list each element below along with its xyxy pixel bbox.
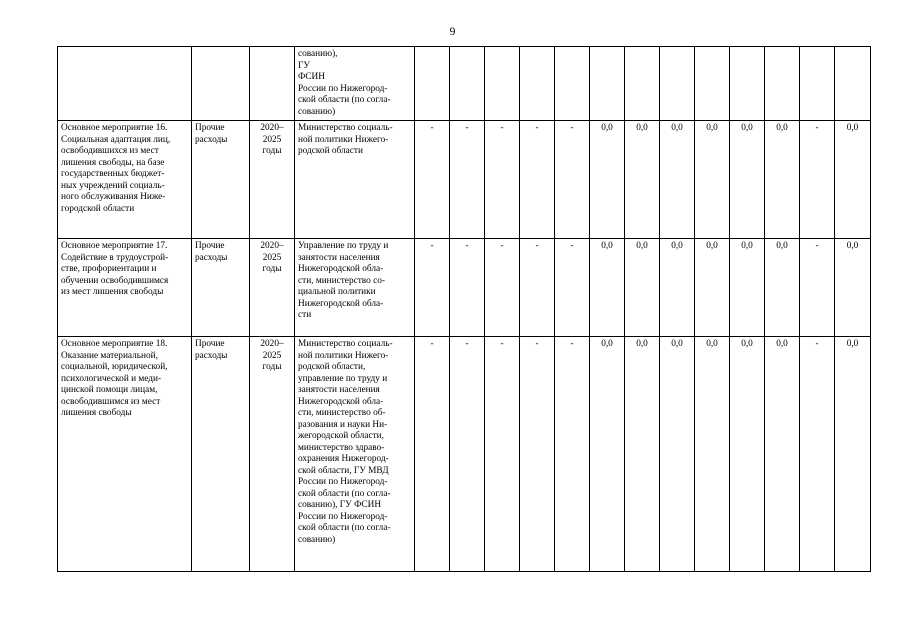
funding-source-cell-line: расходы — [195, 252, 228, 263]
period-cell-line: годы — [262, 362, 282, 372]
value-cell: 0,0 — [590, 239, 625, 337]
value-cell: - — [485, 239, 520, 337]
value-cell — [450, 47, 485, 121]
executor-cell-line: сованию), — [298, 49, 338, 59]
value-cell: - — [555, 337, 590, 572]
value-cell — [415, 47, 450, 121]
measure-name-cell-line: Основное мероприятие 18. — [61, 339, 168, 349]
value-cell: - — [450, 239, 485, 337]
value-cell: - — [800, 337, 835, 572]
value-cell: - — [415, 121, 450, 239]
executor-cell-line: ской области (по согла- — [298, 95, 391, 105]
executor-cell-line: ской области (по согла- — [298, 523, 391, 533]
executor-cell-line: ской области (по согла- — [298, 488, 391, 499]
executor-cell-line: разования и науки Ни- — [298, 419, 388, 430]
measure-name-cell-line: ного обслуживания Ниже- — [61, 192, 166, 202]
value-cell: - — [800, 239, 835, 337]
measure-name-cell — [58, 239, 192, 337]
value-cell: 0,0 — [695, 337, 730, 572]
funding-source-cell — [192, 337, 250, 572]
measure-name-cell-line: из мест лишения свободы — [61, 287, 164, 297]
value-cell: - — [485, 337, 520, 572]
measure-name-cell-line: обучении освободившимся — [61, 275, 169, 286]
value-cell — [660, 47, 695, 121]
measure-name-cell-line: Основное мероприятие 17. — [61, 241, 168, 251]
measure-name-cell-line: государственных бюджет- — [61, 169, 165, 179]
executor-cell-line: управление по труду и — [298, 373, 388, 384]
value-cell: 0,0 — [835, 337, 871, 572]
executor-cell-line: Управление по труду и — [298, 241, 389, 251]
measure-name-cell-line: лишения свободы — [61, 408, 132, 418]
value-cell: 0,0 — [590, 121, 625, 239]
value-cell: 0,0 — [730, 121, 765, 239]
value-cell: - — [555, 121, 590, 239]
measure-name-cell-line: психологической и меди- — [61, 373, 162, 384]
value-cell — [590, 47, 625, 121]
executor-cell-line: Нижегородской обла- — [298, 264, 384, 274]
value-cell: 0,0 — [765, 239, 800, 337]
period-cell-line: 2020– — [260, 241, 284, 251]
period-cell — [250, 47, 295, 121]
measure-name-cell-line: социальной, юридической, — [61, 362, 168, 372]
executor-cell-line: родской области — [298, 146, 363, 156]
value-cell: 0,0 — [660, 239, 695, 337]
measures-table — [57, 46, 871, 572]
executor-cell-line: занятости населения — [298, 252, 380, 263]
executor-cell — [295, 239, 415, 337]
executor-cell-line: сованию) — [298, 534, 336, 545]
value-cell: - — [485, 121, 520, 239]
funding-source-cell-line: Прочие — [195, 123, 225, 133]
value-cell: 0,0 — [625, 239, 660, 337]
executor-cell-line: сованию), ГУ ФСИН — [298, 500, 382, 510]
period-cell-line: 2025 — [262, 134, 282, 145]
value-cell: 0,0 — [625, 337, 660, 572]
value-cell: 0,0 — [730, 239, 765, 337]
measure-name-cell-line: Социальная адаптация лиц, — [61, 134, 171, 145]
measure-name-cell-line: городской области — [61, 203, 135, 214]
measure-name-cell-line: ных учреждений социаль- — [61, 180, 165, 191]
executor-cell-line: сти — [298, 310, 312, 320]
value-cell — [520, 47, 555, 121]
measure-name-cell-line: Содействие в трудоустрой- — [61, 252, 169, 263]
value-cell — [730, 47, 765, 121]
period-cell-line: годы — [262, 146, 282, 156]
table-body — [58, 47, 871, 572]
executor-cell-line: Нижегородской обла- — [298, 396, 384, 407]
value-cell: - — [450, 121, 485, 239]
measure-name-cell — [58, 337, 192, 572]
funding-source-cell-line: расходы — [195, 350, 228, 361]
measure-name-cell-line: Основное мероприятие 16. — [61, 123, 168, 133]
funding-source-cell — [192, 121, 250, 239]
executor-cell-line: ной политики Нижего- — [298, 134, 389, 145]
funding-source-cell-line: расходы — [195, 134, 228, 145]
value-cell: 0,0 — [730, 337, 765, 572]
measure-name-cell-line: освободившихся из мест — [61, 146, 159, 156]
executor-cell-line: ФСИН — [298, 72, 325, 82]
measure-name-cell-line: Оказание материальной, — [61, 350, 158, 361]
funding-source-cell — [192, 239, 250, 337]
executor-cell-line: ской области, ГУ МВД — [298, 465, 389, 476]
value-cell: - — [520, 121, 555, 239]
value-cell — [485, 47, 520, 121]
executor-cell — [295, 47, 415, 121]
value-cell — [625, 47, 660, 121]
period-cell — [250, 239, 295, 337]
value-cell: - — [450, 337, 485, 572]
funding-source-cell-line: Прочие — [195, 241, 225, 251]
executor-cell — [295, 121, 415, 239]
period-cell — [250, 121, 295, 239]
value-cell: 0,0 — [765, 121, 800, 239]
executor-cell-line: Нижегородской обла- — [298, 298, 384, 309]
value-cell: 0,0 — [695, 121, 730, 239]
measure-name-cell-line: цинской помощи лицам, — [61, 385, 158, 395]
measure-name-cell-line: стве, профориентации и — [61, 264, 157, 274]
value-cell — [555, 47, 590, 121]
value-cell — [835, 47, 871, 121]
value-cell — [695, 47, 730, 121]
executor-cell-line: родской области, — [298, 362, 366, 372]
executor-cell-line: министерство здраво- — [298, 442, 385, 453]
table-row — [58, 47, 871, 121]
value-cell — [800, 47, 835, 121]
value-cell: - — [415, 239, 450, 337]
funding-source-cell-line: Прочие — [195, 339, 225, 349]
measure-name-cell — [58, 121, 192, 239]
value-cell: 0,0 — [660, 121, 695, 239]
executor-cell-line: сти, министерство со- — [298, 275, 385, 286]
value-cell: - — [415, 337, 450, 572]
value-cell: 0,0 — [765, 337, 800, 572]
executor-cell-line: Министерство социаль- — [298, 123, 393, 133]
value-cell: - — [520, 337, 555, 572]
value-cell: 0,0 — [695, 239, 730, 337]
period-cell-line: 2020– — [260, 339, 284, 349]
value-cell — [765, 47, 800, 121]
executor-cell-line: жегородской области, — [298, 431, 384, 441]
table-row — [58, 121, 871, 239]
executor-cell-line: России по Нижегород- — [298, 83, 388, 94]
executor-cell-line: России по Нижегород- — [298, 511, 388, 522]
value-cell: 0,0 — [625, 121, 660, 239]
funding-source-cell — [192, 47, 250, 121]
executor-cell-line: охранения Нижегород- — [298, 454, 389, 464]
executor-cell-line: России по Нижегород- — [298, 477, 388, 487]
value-cell: 0,0 — [590, 337, 625, 572]
value-cell: 0,0 — [835, 239, 871, 337]
value-cell: - — [800, 121, 835, 239]
period-cell-line: годы — [262, 264, 282, 274]
value-cell: 0,0 — [660, 337, 695, 572]
executor-cell-line: сти, министерство об- — [298, 408, 386, 418]
value-cell: 0,0 — [835, 121, 871, 239]
period-cell-line: 2020– — [260, 123, 284, 133]
period-cell-line: 2025 — [262, 350, 282, 361]
page-number: 9 — [449, 26, 456, 38]
period-cell — [250, 337, 295, 572]
executor-cell-line: занятости населения — [298, 385, 380, 395]
measure-name-cell-line: освободившимся из мест — [61, 396, 161, 407]
value-cell: - — [520, 239, 555, 337]
executor-cell-line: ГУ — [298, 60, 310, 71]
measure-name-cell — [58, 47, 192, 121]
executor-cell-line: сованию) — [298, 106, 336, 117]
period-cell-line: 2025 — [262, 252, 282, 263]
executor-cell-line: Министерство социаль- — [298, 339, 393, 349]
measure-name-cell-line: лишения свободы, на базе — [61, 157, 165, 168]
value-cell: - — [555, 239, 590, 337]
executor-cell — [295, 337, 415, 572]
executor-cell-line: ной политики Нижего- — [298, 350, 389, 361]
table-row — [58, 337, 871, 572]
executor-cell-line: циальной политики — [298, 287, 376, 297]
table-row — [58, 239, 871, 337]
